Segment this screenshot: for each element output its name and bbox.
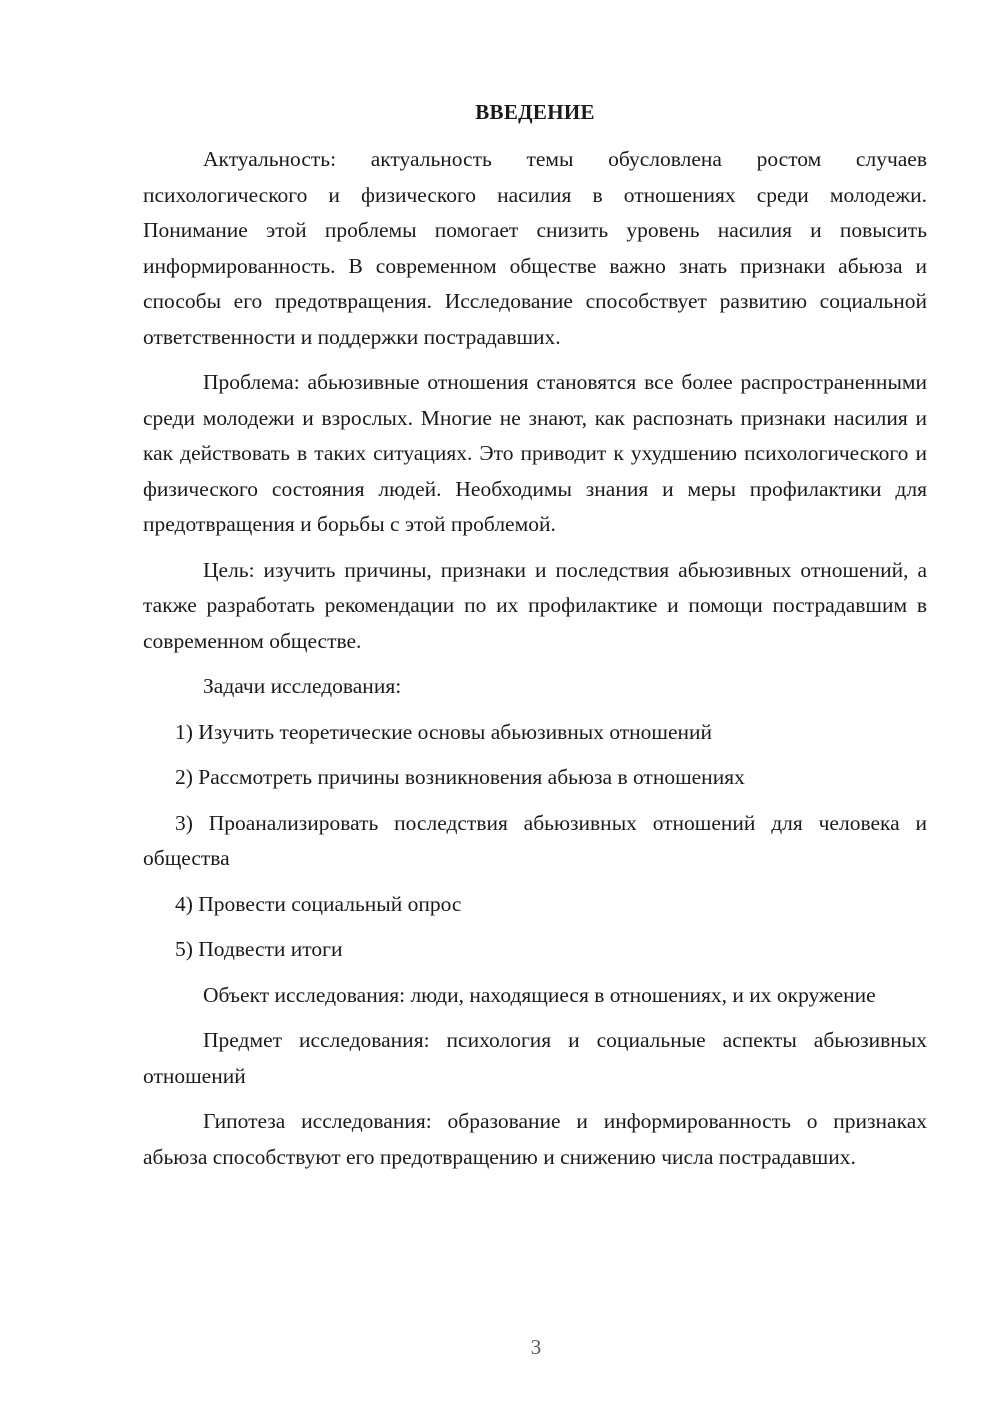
- tasks-heading: Задачи исследования:: [203, 674, 402, 698]
- document-body: [143, 96, 927, 1185]
- relevance-paragraph: Актуальность: актуальность темы обусловлена ростом случаев психологического и физического насилия в отношениях среди молодежи. Понимание этой проблемы помогает снизить уровень насилия и повысить информированность. В современном обществе важно знать признаки абьюза и способы его предотвращения. Исследование способствует развитию социальной ответственности и поддержки пострадавших.: [143, 147, 927, 349]
- object-paragraph: Объект исследования: люди, находящиеся в отношениях, и их окружение: [203, 982, 876, 1007]
- hypothesis-paragraph: Гипотеза исследования: образование и информированность о признаках абьюза способствуют его предотвращению и снижению числа пострадавших.: [143, 1109, 927, 1169]
- page-number: 3: [530, 1335, 542, 1359]
- task-item-4: 4) Провести социальный опрос: [175, 891, 462, 916]
- page-title: ВВЕДЕНИЕ: [475, 100, 595, 124]
- task-item-3: 3) Проанализировать последствия абьюзивных отношений для человека и общества: [143, 810, 927, 870]
- goal-paragraph: Цель: изучить причины, признаки и последствия абьюзивных отношений, а также разработать рекомендации по их профилактике и помощи пострадавшим в современном обществе.: [143, 557, 927, 653]
- task-item-5: 5) Подвести итоги: [175, 937, 343, 961]
- task-item-1: 1) Изучить теоретические основы абьюзивных отношений: [175, 719, 713, 744]
- task-item-2: 2) Рассмотреть причины возникновения абьюза в отношениях: [175, 765, 745, 789]
- subject-paragraph: Предмет исследования: психология и социальные аспекты абьюзивных отношений: [143, 1028, 927, 1088]
- problem-paragraph: Проблема: абьюзивные отношения становятся все более распространенными среди молодежи и взрослых. Многие не знают, как распознать признаки насилия и как действовать в таких ситуациях. Это приводит к ухудшению психологического и физического состояния людей. Необходимы знания и меры профилактики для предотвращения и борьбы с этой проблемой.: [143, 370, 927, 536]
